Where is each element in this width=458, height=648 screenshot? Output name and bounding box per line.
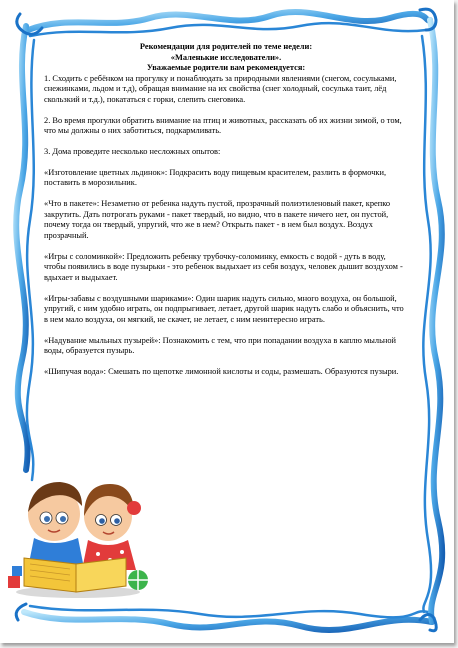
- children-reading-book-icon: [6, 472, 156, 600]
- paragraph-bag: «Что в пакете»: Незаметно от ребенка надуть пустой, прозрачный полиэтиленовый пакет, крепко закрутить. Дать потрогать руками - пакет твердый, но видно, что в пакете ничего нет, он пустой, почему тогда он твердый, упругий, что же в нем? Открыть пакет - в нем был воздух. Воздух прозрачный.: [44, 199, 391, 240]
- paragraph-experiments-intro: 3. Дома проведите несколько несложных опытов:: [44, 146, 221, 156]
- paragraph-colored-ice: «Изготовление цветных льдинок»: Подкрасить воду пищевым красителем, разлить в формочки, поставить в морозильник.: [44, 167, 387, 188]
- heading-line-2: «Маленькие исследователи».: [170, 52, 282, 62]
- heading-line-1: Рекомендации для родителей по теме недели:: [139, 42, 313, 51]
- paragraph-walk: 1. Сходить с ребёнком на прогулку и понаблюдать за природными явлениями (снегом, сосульками, снежинками, льдом и т.д), обращая внимание на их свойства (снег холодный, сосулька таит, лёд скользкий и т.д.), покататься с горки, слепить снеговика.: [44, 73, 397, 104]
- paragraph-fizzy-water: «Шипучая вода»: Смешать по щепотке лимонной кислоты и соды, размешать. Образуются пузыри.: [44, 366, 399, 376]
- paragraph-birds: 2. Во время прогулки обратить внимание на птиц и животных, рассказать об их жизни зимой, о том, что мы должны о них заботиться, подкармливать.: [44, 115, 402, 136]
- paragraph-balloons: «Игры-забавы с воздушными шариками»: Один шарик надуть сильно, много воздуха, он большой, упругий, с ним удобно играть, он подпрыгивает, летает, другой шарик надуть слабо и объяснить, что в нем мало воздуха, он мягкий, не скачет, не летает, с ним неинтересно играть.: [44, 293, 404, 324]
- heading-line-3: Уважаемые родители вам рекомендуется:: [146, 63, 306, 73]
- paragraph-soap-bubbles: «Надувание мыльных пузырей»: Познакомить с тем, что при попадании воздуха в каплю мыльной воды, образуется пузырь.: [44, 335, 397, 356]
- paragraph-straw: «Игры с соломинкой»: Предложить ребенку трубочку-соломинку, емкость с водой - дуть в воду, чтобы появились в воде пузырьки - это ребенок выдыхает из себя воздух, человек дышит воздухом - вдыхает и выдыхает.: [44, 251, 403, 282]
- document-body: [44, 42, 408, 388]
